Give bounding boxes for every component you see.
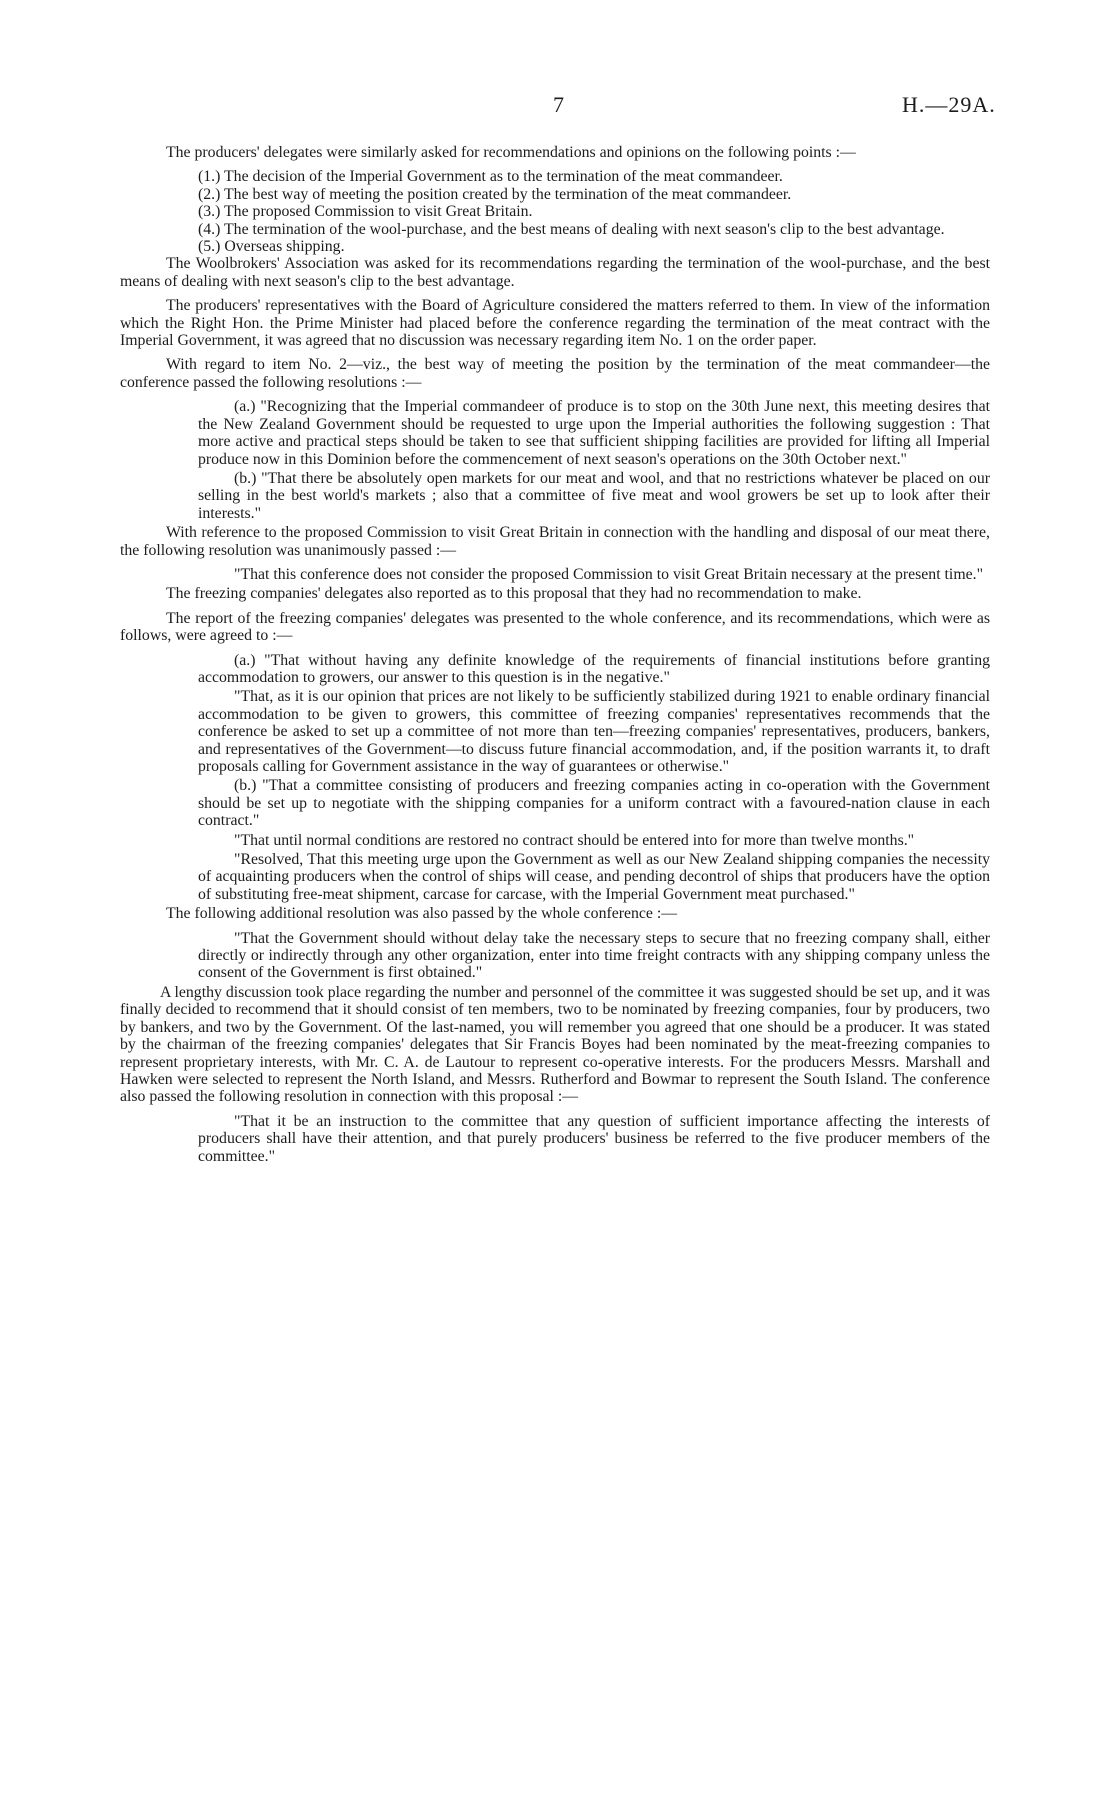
commission-resolution-block — [198, 566, 990, 583]
producers-intro-paragraph: The producers' delegates were similarly asked for recommendations and opinions on the following points :— — [166, 144, 856, 161]
item2-intro-paragraph: With regard to item No. 2—viz., the best way of meeting the position by the termination of the meat commandeer—the conference passed the following resolutions :— — [120, 356, 990, 391]
final-resolution-block — [198, 1113, 990, 1165]
report-recommendations — [198, 652, 990, 904]
page-number: 7 — [553, 92, 564, 117]
additional-resolution-intro: The following additional resolution was also passed by the whole conference :— — [166, 905, 678, 923]
page-body — [120, 144, 990, 1167]
recommendation-b-contracts: "That until normal conditions are restored no contract should be entered into for more than twelve months." — [234, 831, 915, 849]
list-item: (1.) The decision of the Imperial Government as to the termination of the meat commandeer. — [198, 168, 783, 186]
woolbrokers-paragraph: The Woolbrokers' Association was asked for its recommendations regarding the termination of the wool-purchase, and the best means of dealing with next season's clip to the best advantage. — [120, 255, 990, 290]
additional-resolution: "That the Government should without delay take the necessary steps to secure that no freezing company shall, either directly or indirectly through any other organization, enter into time freight contracts with any shipping company unless the consent of the Government is first obtained." — [198, 929, 990, 982]
additional-resolution-block — [198, 930, 990, 982]
list-item: (3.) The proposed Commission to visit Great Britain. — [198, 203, 533, 221]
points-list — [198, 168, 990, 255]
report-intro-paragraph: The report of the freezing companies' delegates was presented to the whole conference, and its recommendations, which were as follows, were agreed to :— — [120, 609, 990, 645]
document-reference: H.—29A. — [902, 92, 996, 117]
committee-discussion-paragraph: A lengthy discussion took place regarding the number and personnel of the committee it was suggested should be set up, and it was finally decided to recommend that it should consist of ten members, two to be nominated by freezing companies, four by producers, two by bankers, and two by the Government. Of the last-named, you will remember you agreed that one should be a producer. It was stated by the chairman of the freezing companies' delegates that Sir Francis Boyes had been nominated by the meat-freezing companies to represent proprietary interests, with Mr. C. A. de Lautour to represent co-operative interests. For the producers Messrs. Marshall and Hawken were selected to represent the North Island, and Messrs. Rutherford and Bowmar to represent the South Island. The conference also passed the following resolution in connection with this proposal :— — [120, 983, 990, 1106]
resolution-a: (a.) "Recognizing that the Imperial commandeer of produce is to stop on the 30th June next, this meeting desires that the New Zealand Government should be requested to urge upon the Imperial authorities the following suggestion : That more active and practical steps should be taken to see that sufficient shipping facilities are provided for lifting all Imperial produce now in this Dominion before the commencement of next season's operations on the 30th October next." — [198, 398, 990, 468]
commission-intro-paragraph: With reference to the proposed Commission to visit Great Britain in connection with the handling and disposal of our meat there, the following resolution was unanimously passed :— — [120, 524, 990, 559]
item2-resolutions — [198, 398, 990, 522]
recommendation-b-resolved: "Resolved, That this meeting urge upon the Government as well as our New Zealand shipping companies the necessity of acquainting producers when the control of ships will cease, and pending decontrol of ships that producers have the option of substituting free-meat shipment, carcase for carcase, with the Imperial Government meat purchased." — [198, 851, 990, 903]
recommendation-a: (a.) "That without having any definite knowledge of the requirements of financial institutions before granting accommodation to growers, our answer to this question is in the negative." — [198, 651, 990, 686]
resolution-b: (b.) "That there be absolutely open markets for our meat and wool, and that no restrictions whatever be placed on our selling in the best world's markets ; also that a committee of five meat and wool growers be set up to look after their interests." — [198, 469, 990, 522]
commission-resolution: "That this conference does not consider the proposed Commission to visit Great Britain necessary at the present time." — [234, 565, 984, 583]
list-item: (4.) The termination of the wool-purchase, and the best means of dealing with next season's clip to the best advantage. — [198, 220, 945, 238]
list-item: (2.) The best way of meeting the position created by the termination of the meat commandeer. — [198, 185, 792, 203]
recommendation-b: (b.) "That a committee consisting of producers and freezing companies acting in co-operation with the Government should be set up to negotiate with the shipping companies for a uniform contract with a favoured-nation clause in each contract." — [198, 777, 990, 830]
board-of-agriculture-paragraph: The producers' representatives with the Board of Agriculture considered the matters referred to them. In view of the information which the Right Hon. the Prime Minister had placed before the conference regarding the termination of the meat contract with the Imperial Government, it was agreed that no discussion was necessary regarding item No. 1 on the order paper. — [120, 297, 990, 350]
freezing-proposal-paragraph: The freezing companies' delegates also reported as to this proposal that they had no recommendation to make. — [166, 585, 862, 603]
list-item: (5.) Overseas shipping. — [198, 238, 345, 256]
recommendation-a-continued: "That, as it is our opinion that prices are not likely to be sufficiently stabilized during 1921 to enable ordinary financial accommodation to be given to growers, this committee of freezing companies' representatives recommends that the conference be asked to set up a committee of not more than ten—freezing companies' representatives, producers, bankers, and representatives of the Government—to discuss future financial accommodation, and, if the position warrants it, to draft proposals calling for Government assistance in the way of guarantees or otherwise." — [198, 688, 990, 775]
final-resolution: "That it be an instruction to the committee that any question of sufficient importance affecting the interests of producers shall have their attention, and that purely producers' business be referred to the five producer members of the committee." — [198, 1112, 990, 1165]
